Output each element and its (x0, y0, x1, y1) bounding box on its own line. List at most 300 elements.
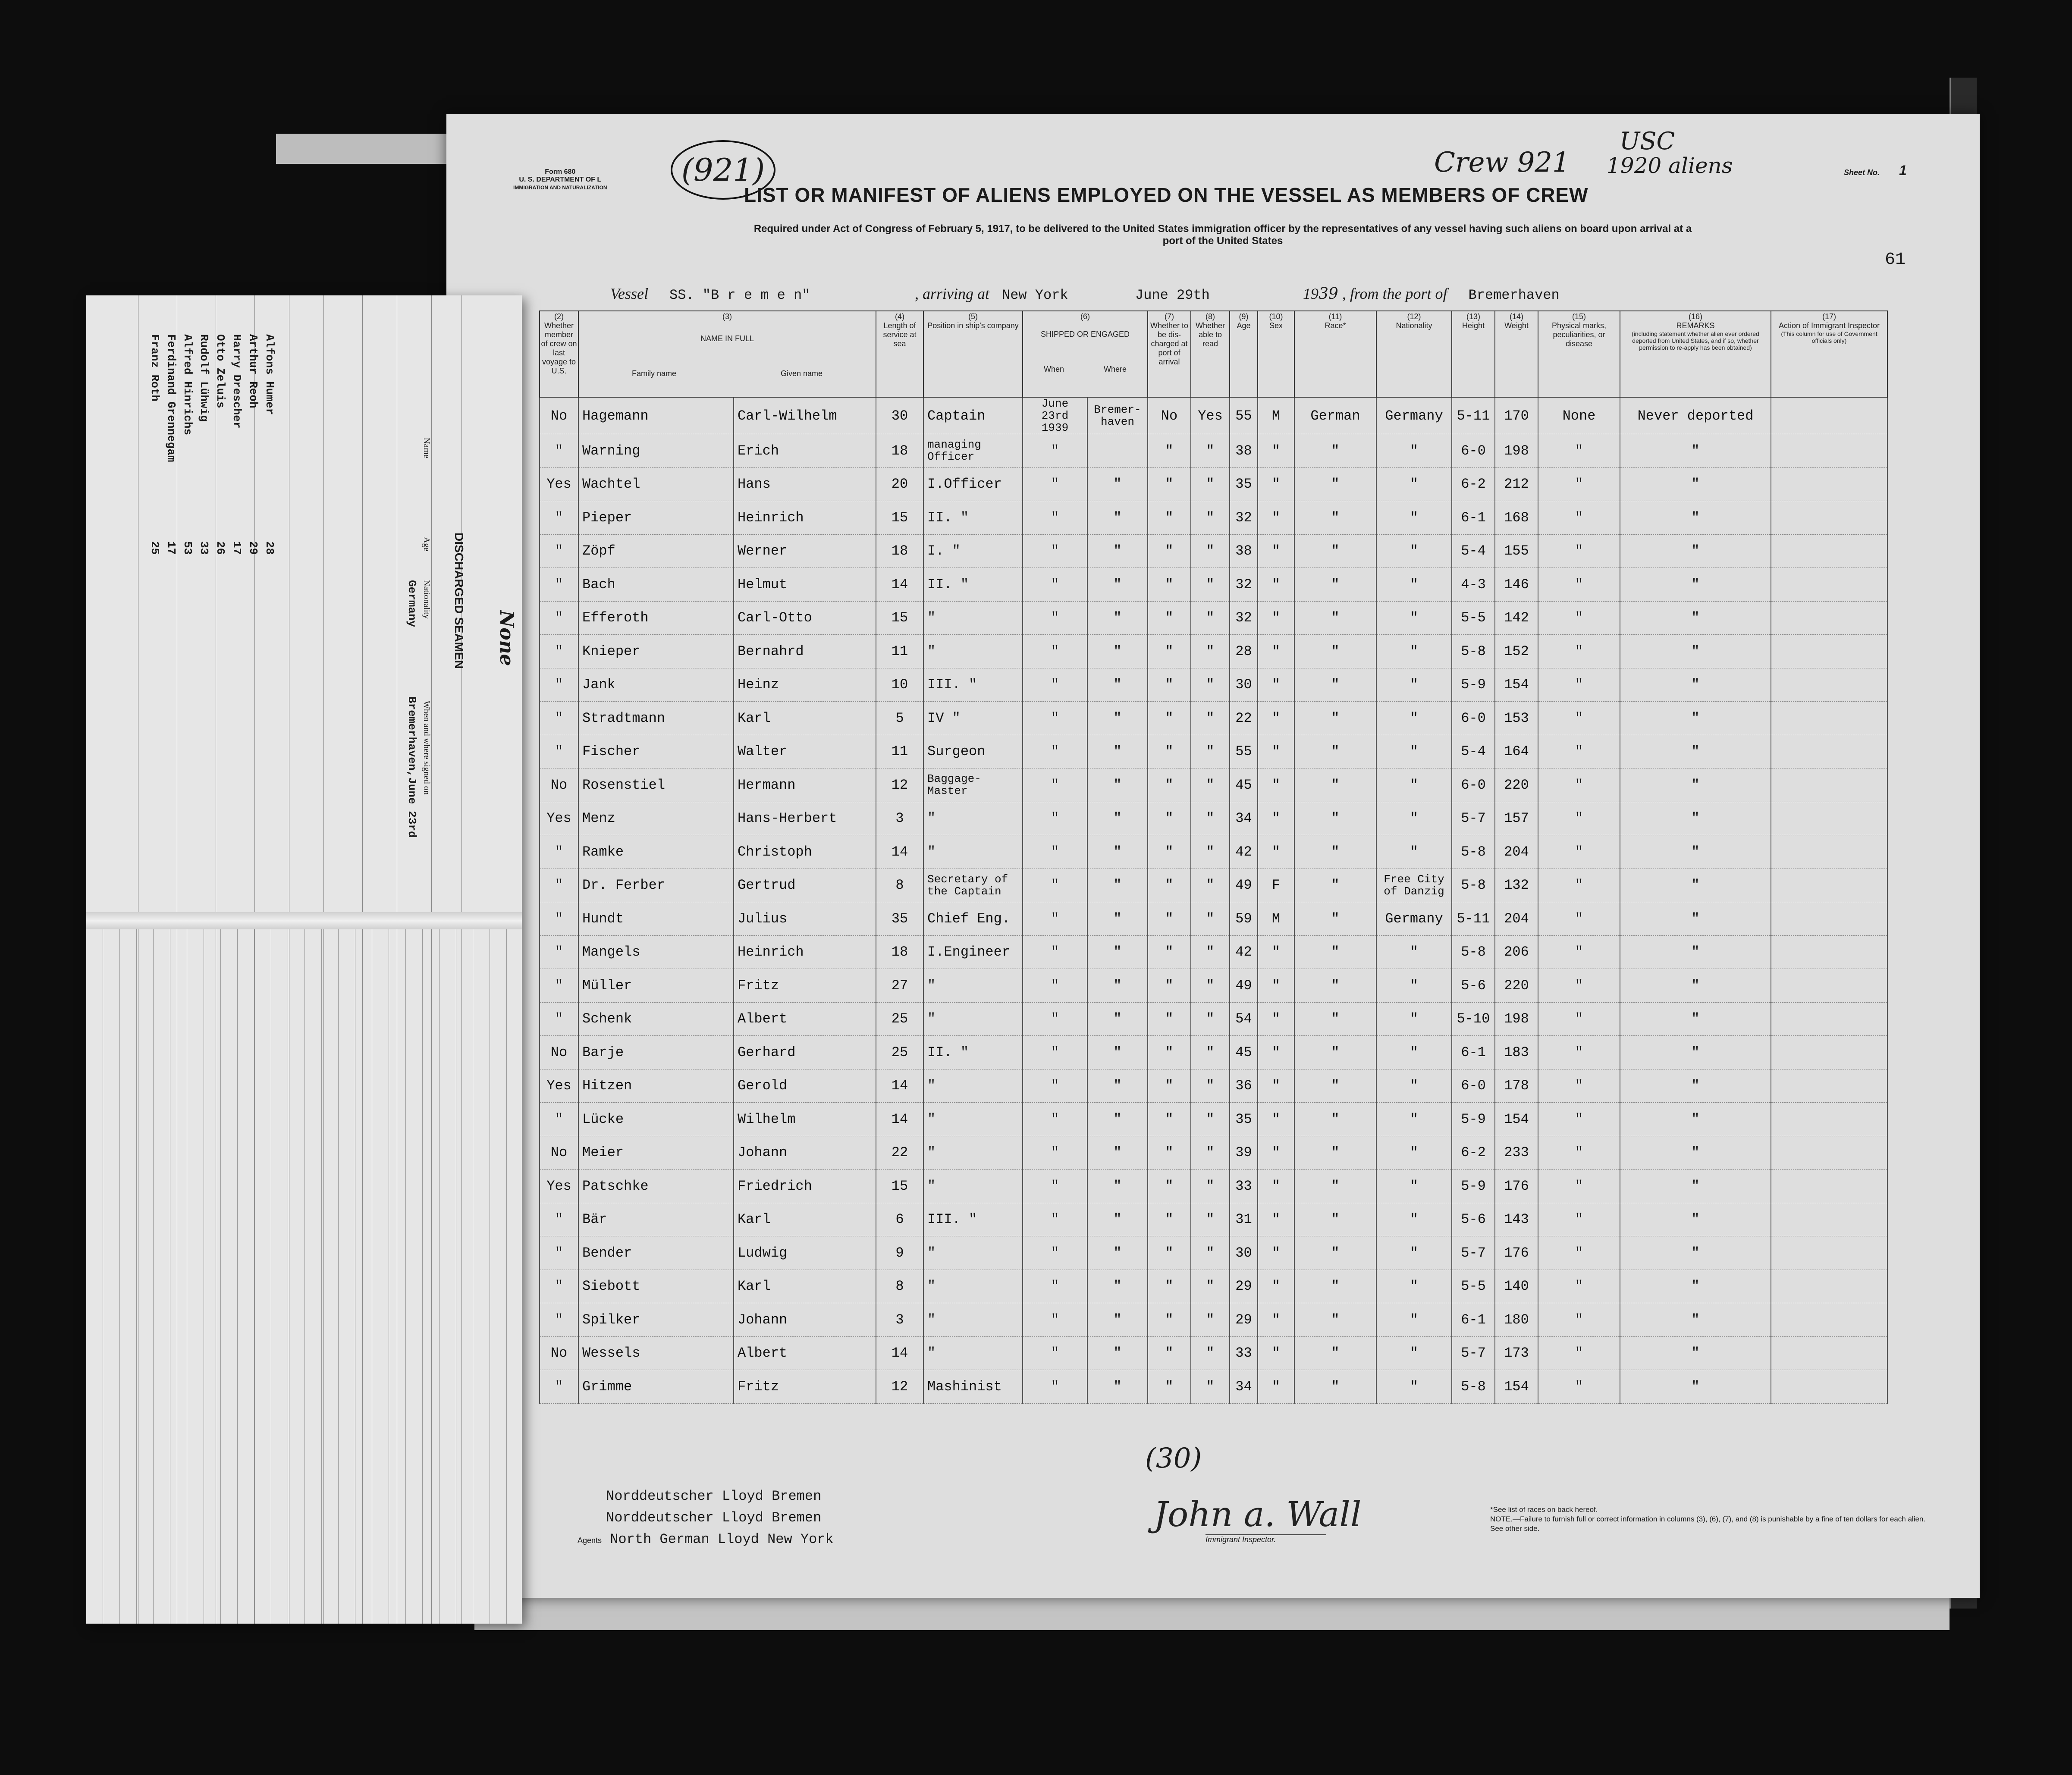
service-cell: 14 (876, 1069, 923, 1103)
weight-cell: 143 (1495, 1203, 1538, 1236)
physical-cell: " (1538, 702, 1620, 735)
col-16-number: (16) (1688, 312, 1702, 321)
age-cell: 45 (1230, 1036, 1258, 1069)
shipped-where-cell: " (1087, 1036, 1148, 1069)
physical-cell: " (1538, 802, 1620, 835)
given-name-cell: Karl (734, 702, 876, 735)
nationality-cell: " (1376, 1203, 1452, 1236)
discharged-seamen-slip (86, 295, 522, 1624)
action-cell (1771, 902, 1887, 936)
crew-row (540, 702, 1887, 735)
nationality-cell: " (1376, 501, 1452, 535)
sex-cell: " (1258, 1002, 1294, 1036)
physical-cell: " (1538, 1136, 1620, 1170)
nationality-cell: " (1376, 568, 1452, 602)
from-label: , from the port of (1342, 285, 1447, 302)
agents-label: Agents (577, 1536, 602, 1545)
sex-cell: " (1258, 1370, 1294, 1404)
age-cell: 55 (1230, 397, 1258, 434)
shipped-when-cell: June 23rd 1939 (1023, 397, 1087, 434)
sex-cell: " (1258, 434, 1294, 468)
service-cell: 25 (876, 1002, 923, 1036)
previous-voyage-cell: Yes (540, 1170, 578, 1203)
previous-voyage-cell: " (540, 1303, 578, 1337)
height-cell: 5-9 (1452, 1103, 1495, 1136)
family-name-cell: Siebott (578, 1270, 734, 1303)
previous-voyage-cell: " (540, 1203, 578, 1236)
height-cell: 5-8 (1452, 869, 1495, 902)
previous-voyage-cell: " (540, 735, 578, 768)
shipped-when-cell: " (1023, 1103, 1087, 1136)
col-shipped (1023, 311, 1148, 397)
family-name-cell: Bach (578, 568, 734, 602)
previous-voyage-cell: " (540, 434, 578, 468)
position-cell: " (923, 1303, 1023, 1337)
able-read-cell: " (1191, 1303, 1230, 1337)
discharged-cell: " (1148, 1336, 1191, 1370)
where-header: Where (1103, 365, 1127, 373)
agents-value: North German Lloyd New York (610, 1531, 834, 1547)
col-14-number: (14) (1509, 312, 1523, 321)
family-name-cell: Ramke (578, 835, 734, 869)
manifest-title: LIST OR MANIFEST OF ALIENS EMPLOYED ON THE VESSEL AS MEMBERS OF CREW (744, 184, 1589, 206)
shipped-when-cell: " (1023, 1270, 1087, 1303)
able-read-cell: " (1191, 702, 1230, 735)
nationality-cell: Free City of Danzig (1376, 869, 1452, 902)
remarks-cell: " (1620, 568, 1771, 602)
nationality-cell: " (1376, 935, 1452, 969)
shipped-where-cell: " (1087, 1203, 1148, 1236)
col-3-label: NAME IN FULL (700, 334, 754, 343)
crew-row (540, 1136, 1887, 1170)
remarks-cell: " (1620, 467, 1771, 501)
given-name-cell: Heinrich (734, 935, 876, 969)
remarks-cell: " (1620, 434, 1771, 468)
crew-row (540, 1069, 1887, 1103)
shipped-where-cell: " (1087, 1336, 1148, 1370)
sex-cell: " (1258, 1336, 1294, 1370)
sex-cell: " (1258, 735, 1294, 768)
crew-row (540, 635, 1887, 668)
weight-cell: 180 (1495, 1303, 1538, 1337)
service-cell: 35 (876, 902, 923, 936)
sex-cell: " (1258, 467, 1294, 501)
nationality-cell: " (1376, 768, 1452, 802)
given-name-cell: Werner (734, 534, 876, 568)
age-cell: 34 (1230, 1370, 1258, 1404)
shipped-when-cell: " (1023, 802, 1087, 835)
position-cell: Captain (923, 397, 1023, 434)
previous-voyage-cell: No (540, 1136, 578, 1170)
race-cell: " (1294, 434, 1376, 468)
col-age (1230, 311, 1258, 397)
col-9-number: (9) (1239, 312, 1249, 321)
able-read-cell: " (1191, 1336, 1230, 1370)
physical-cell: " (1538, 869, 1620, 902)
nationality-cell: " (1376, 1069, 1452, 1103)
race-cell: " (1294, 501, 1376, 535)
action-cell (1771, 1303, 1887, 1337)
previous-voyage-cell: " (540, 902, 578, 936)
subtitle (574, 223, 1872, 247)
family-name-cell: Zöpf (578, 534, 734, 568)
manifest-sheet (446, 114, 1980, 1598)
able-read-cell: " (1191, 835, 1230, 869)
height-cell: 5-10 (1452, 1002, 1495, 1036)
action-cell (1771, 702, 1887, 735)
height-cell: 5-6 (1452, 1203, 1495, 1236)
sheet-number: 1 (1899, 163, 1907, 178)
sex-cell: " (1258, 635, 1294, 668)
age-cell: 32 (1230, 568, 1258, 602)
nationality-cell: " (1376, 1370, 1452, 1404)
crew-row (540, 1002, 1887, 1036)
form-number: Form 680 (545, 168, 576, 176)
physical-cell: " (1538, 1069, 1620, 1103)
able-read-cell: " (1191, 568, 1230, 602)
nationality-cell: " (1376, 534, 1452, 568)
age-cell: 35 (1230, 1103, 1258, 1136)
position-cell: III. " (923, 668, 1023, 702)
sex-cell: " (1258, 568, 1294, 602)
given-name-cell: Bernahrd (734, 635, 876, 668)
sex-cell: " (1258, 1203, 1294, 1236)
physical-cell: " (1538, 1203, 1620, 1236)
action-cell (1771, 601, 1887, 635)
nationality-cell: " (1376, 635, 1452, 668)
sex-cell: " (1258, 534, 1294, 568)
sex-cell: " (1258, 668, 1294, 702)
position-cell: I. " (923, 534, 1023, 568)
shipped-when-cell: " (1023, 969, 1087, 1003)
col-service (876, 311, 923, 397)
seaman-name: Ferdinand Grennegam (165, 334, 178, 462)
physical-cell: " (1538, 534, 1620, 568)
height-cell: 6-1 (1452, 1303, 1495, 1337)
previous-voyage-cell: " (540, 1270, 578, 1303)
family-name-cell: Efferoth (578, 601, 734, 635)
crew-row (540, 902, 1887, 936)
seaman-age: 17 (230, 541, 243, 555)
col-sex (1258, 311, 1294, 397)
service-cell: 15 (876, 501, 923, 535)
able-read-cell: " (1191, 1170, 1230, 1203)
action-cell (1771, 568, 1887, 602)
discharged-cell: " (1148, 601, 1191, 635)
race-cell: " (1294, 935, 1376, 969)
physical-cell: " (1538, 1170, 1620, 1203)
weight-cell: 140 (1495, 1270, 1538, 1303)
discharged-cell: " (1148, 1370, 1191, 1404)
col-position (923, 311, 1023, 397)
age-cell: 33 (1230, 1170, 1258, 1203)
col-4-number: (4) (895, 312, 904, 321)
crew-row (540, 568, 1887, 602)
col-17-note: (This column for use of Government officials only) (1781, 330, 1877, 344)
given-name-cell: Walter (734, 735, 876, 768)
service-cell: 10 (876, 668, 923, 702)
shipped-where-cell: " (1087, 1370, 1148, 1404)
given-name-cell: Heinrich (734, 501, 876, 535)
crew-row (540, 1203, 1887, 1236)
height-cell: 5-5 (1452, 1270, 1495, 1303)
arriving-port: New York (1002, 287, 1068, 303)
family-name-cell: Hagemann (578, 397, 734, 434)
signature-scrawl: John a. Wall (1154, 1494, 1362, 1534)
arriving-label: , arriving at (914, 285, 989, 302)
weight-cell: 154 (1495, 668, 1538, 702)
position-cell: " (923, 1002, 1023, 1036)
sex-cell: " (1258, 1303, 1294, 1337)
able-read-cell: " (1191, 935, 1230, 969)
col-17-label: Action of Immigrant Inspector (1778, 321, 1880, 330)
discharged-cell: " (1148, 434, 1191, 468)
physical-cell: " (1538, 1002, 1620, 1036)
remarks-cell: " (1620, 735, 1771, 768)
remarks-cell: Never deported (1620, 397, 1771, 434)
col-14-label: Weight (1504, 321, 1529, 330)
crew-row (540, 768, 1887, 802)
height-cell: 5-8 (1452, 635, 1495, 668)
position-cell: IV " (923, 702, 1023, 735)
previous-voyage-cell: Yes (540, 802, 578, 835)
nationality-cell: " (1376, 467, 1452, 501)
crew-row (540, 735, 1887, 768)
able-read-cell: " (1191, 869, 1230, 902)
previous-voyage-cell: " (540, 1002, 578, 1036)
shipped-when-cell: " (1023, 601, 1087, 635)
shipped-where-cell: " (1087, 1236, 1148, 1270)
race-cell: " (1294, 902, 1376, 936)
service-cell: 8 (876, 1270, 923, 1303)
sex-cell: " (1258, 601, 1294, 635)
col-name-in-full (578, 311, 876, 397)
crew-row (540, 1303, 1887, 1337)
sheet-label (1844, 163, 1907, 179)
crew-row (540, 1103, 1887, 1136)
page-number: 61 (1885, 250, 1906, 270)
year-prefix: 19 (1303, 285, 1319, 302)
weight-cell: 142 (1495, 601, 1538, 635)
shipped-where-cell: " (1087, 1270, 1148, 1303)
action-cell (1771, 969, 1887, 1003)
age-cell: 54 (1230, 1002, 1258, 1036)
weight-cell: 198 (1495, 434, 1538, 468)
family-name-cell: Jank (578, 668, 734, 702)
able-read-cell: " (1191, 1103, 1230, 1136)
previous-voyage-cell: " (540, 534, 578, 568)
action-cell (1771, 1270, 1887, 1303)
col-13-number: (13) (1466, 312, 1480, 321)
col-7-label: Whether to be dis-charged at port of arrival (1150, 321, 1189, 366)
given-name-cell: Karl (734, 1270, 876, 1303)
shipped-where-cell: " (1087, 601, 1148, 635)
action-cell (1771, 1136, 1887, 1170)
seaman-name: Harry Drescher (230, 334, 243, 429)
physical-cell: " (1538, 1236, 1620, 1270)
shipped-when-cell: " (1023, 902, 1087, 936)
remarks-cell: " (1620, 1170, 1771, 1203)
seaman-age: 33 (198, 541, 210, 555)
shipped-where-cell: " (1087, 768, 1148, 802)
crew-row (540, 601, 1887, 635)
physical-cell: " (1538, 768, 1620, 802)
col-read (1191, 311, 1230, 397)
race-cell: " (1294, 1069, 1376, 1103)
able-read-cell: " (1191, 802, 1230, 835)
paper-stack-edge (276, 134, 449, 164)
weight-cell: 176 (1495, 1170, 1538, 1203)
shipped-when-cell: " (1023, 1136, 1087, 1170)
position-cell: " (923, 1069, 1023, 1103)
col-physical (1538, 311, 1620, 397)
shipped-when-cell: " (1023, 1036, 1087, 1069)
race-cell: " (1294, 568, 1376, 602)
physical-cell: " (1538, 668, 1620, 702)
crew-row (540, 802, 1887, 835)
previous-voyage-cell: " (540, 835, 578, 869)
weight-cell: 212 (1495, 467, 1538, 501)
remarks-cell: " (1620, 1236, 1771, 1270)
aliens-note: 1920 aliens (1607, 153, 1733, 178)
shipped-when-cell: " (1023, 702, 1087, 735)
remarks-cell: " (1620, 601, 1771, 635)
crew-row (540, 969, 1887, 1003)
col-4-label: Length of service at sea (883, 321, 917, 348)
shipped-where-cell: " (1087, 1170, 1148, 1203)
age-cell: 30 (1230, 668, 1258, 702)
remarks-cell: " (1620, 902, 1771, 936)
seaman-age: 25 (148, 541, 161, 555)
arrival-date: June 29th (1135, 287, 1210, 303)
action-cell (1771, 1036, 1887, 1069)
action-cell (1771, 1002, 1887, 1036)
discharged-cell: " (1148, 802, 1191, 835)
shipped-where-cell: " (1087, 869, 1148, 902)
family-name-cell: Spilker (578, 1303, 734, 1337)
seaman-age: 53 (181, 541, 194, 555)
discharged-cell: " (1148, 1103, 1191, 1136)
weight-cell: 170 (1495, 397, 1538, 434)
sex-cell: " (1258, 768, 1294, 802)
position-cell: I.Officer (923, 467, 1023, 501)
nationality-cell: " (1376, 1002, 1452, 1036)
physical-cell: " (1538, 568, 1620, 602)
previous-voyage-cell: " (540, 501, 578, 535)
col-6-label: SHIPPED OR ENGAGED (1040, 330, 1130, 339)
operators-line: Norddeutscher Lloyd Bremen (606, 1510, 822, 1526)
remarks-cell: " (1620, 869, 1771, 902)
form-ident (513, 168, 607, 191)
service-cell: 5 (876, 702, 923, 735)
remarks-cell: " (1620, 835, 1771, 869)
previous-voyage-cell: " (540, 1370, 578, 1404)
discharged-cell: " (1148, 902, 1191, 936)
action-cell (1771, 501, 1887, 535)
col-11-number: (11) (1328, 312, 1342, 321)
remarks-cell: " (1620, 1203, 1771, 1236)
weight-cell: 154 (1495, 1370, 1538, 1404)
given-name-cell: Hans (734, 467, 876, 501)
sex-cell: M (1258, 397, 1294, 434)
previous-voyage-cell: " (540, 601, 578, 635)
remarks-cell: " (1620, 1336, 1771, 1370)
vessel-line (610, 285, 1560, 303)
given-name-cell: Julius (734, 902, 876, 936)
remarks-cell: " (1620, 501, 1771, 535)
remarks-cell: " (1620, 534, 1771, 568)
weight-cell: 220 (1495, 768, 1538, 802)
given-name-cell: Albert (734, 1002, 876, 1036)
paper-stack-edge (474, 1596, 1950, 1630)
col-7-number: (7) (1165, 312, 1174, 321)
age-cell: 32 (1230, 601, 1258, 635)
able-read-cell: " (1191, 501, 1230, 535)
remarks-cell: " (1620, 635, 1771, 668)
vessel-label: Vessel (610, 285, 648, 302)
col-12-label: Nationality (1396, 321, 1432, 330)
position-cell: III. " (923, 1203, 1023, 1236)
seaman-age: 17 (165, 541, 178, 555)
given-name-header: Given name (780, 369, 823, 378)
col-15-label: Physical marks, peculiarities, or disease (1551, 321, 1607, 348)
nationality-cell: " (1376, 1270, 1452, 1303)
family-name-cell: Müller (578, 969, 734, 1003)
physical-cell: " (1538, 902, 1620, 936)
age-cell: 33 (1230, 1336, 1258, 1370)
crew-row (540, 1270, 1887, 1303)
position-cell: II. " (923, 501, 1023, 535)
physical-cell: " (1538, 635, 1620, 668)
able-read-cell: " (1191, 668, 1230, 702)
able-read-cell: " (1191, 902, 1230, 936)
physical-cell: " (1538, 935, 1620, 969)
height-cell: 6-2 (1452, 1136, 1495, 1170)
circled-number: (921) (671, 140, 775, 200)
previous-voyage-cell: " (540, 1103, 578, 1136)
given-name-cell: Helmut (734, 568, 876, 602)
remarks-cell: " (1620, 802, 1771, 835)
family-name-cell: Mangels (578, 935, 734, 969)
family-name-cell: Menz (578, 802, 734, 835)
crew-row (540, 467, 1887, 501)
height-cell: 5-9 (1452, 668, 1495, 702)
given-name-cell: Johann (734, 1136, 876, 1170)
able-read-cell: " (1191, 1136, 1230, 1170)
action-cell (1771, 467, 1887, 501)
nationality-cell: " (1376, 835, 1452, 869)
discharged-cell: " (1148, 668, 1191, 702)
shipped-where-cell: " (1087, 802, 1148, 835)
nationality-cell: " (1376, 802, 1452, 835)
position-cell: " (923, 1136, 1023, 1170)
remarks-cell: " (1620, 1303, 1771, 1337)
given-name-cell: Fritz (734, 969, 876, 1003)
col-13-label: Height (1462, 321, 1485, 330)
able-read-cell: " (1191, 1069, 1230, 1103)
able-read-cell: " (1191, 434, 1230, 468)
service-cell: 12 (876, 1370, 923, 1404)
age-cell: 36 (1230, 1069, 1258, 1103)
able-read-cell: " (1191, 768, 1230, 802)
shipped-when-cell: " (1023, 1002, 1087, 1036)
height-cell: 5-7 (1452, 1236, 1495, 1270)
family-name-cell: Pieper (578, 501, 734, 535)
weight-cell: 233 (1495, 1136, 1538, 1170)
race-cell: " (1294, 1002, 1376, 1036)
age-cell: 42 (1230, 935, 1258, 969)
previous-voyage-cell: No (540, 1336, 578, 1370)
